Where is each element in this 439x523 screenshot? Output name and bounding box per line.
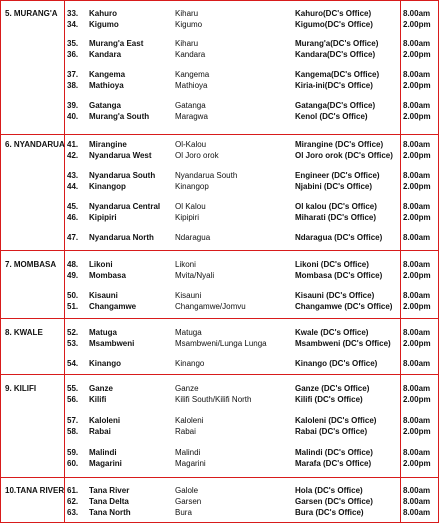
row-number: 47. (67, 233, 79, 242)
time: 8.00am (403, 171, 431, 180)
time: 8.00am (403, 70, 431, 79)
table-row (1, 459, 438, 469)
section-divider (1, 318, 438, 319)
constituency: Kandara (89, 50, 122, 59)
sub-county: Msambweni/Lunga Lunga (175, 339, 267, 348)
constituency: Kinangop (89, 182, 126, 191)
county-name: 10.TANA RIVER (5, 486, 65, 495)
table-row (1, 9, 438, 19)
sub-county: Matuga (175, 328, 202, 337)
sub-county: Kaloleni (175, 416, 204, 425)
table-row (1, 101, 438, 111)
time: 2.00pm (403, 395, 431, 404)
constituency: Murang'a East (89, 39, 144, 48)
sub-county: Bura (175, 508, 192, 517)
table-row (1, 39, 438, 49)
time: 8.00am (403, 416, 431, 425)
section-divider (1, 134, 438, 135)
time: 2.00pm (403, 459, 431, 468)
time: 8.00am (403, 497, 431, 506)
venue: Ndaragua (DC's Office) (295, 233, 383, 242)
venue: Rabai (DC's Office) (295, 427, 368, 436)
sub-county: Kiharu (175, 9, 199, 18)
table-row (1, 291, 438, 301)
sub-county: Nyandarua South (175, 171, 238, 180)
constituency: Tana River (89, 486, 130, 495)
venue: Kinango (DC's Office) (295, 359, 378, 368)
row-number: 33. (67, 9, 79, 18)
sub-county: Kangema (175, 70, 210, 79)
sub-county: Ndaragua (175, 233, 211, 242)
constituency: Murang'a South (89, 112, 150, 121)
constituency: Kangema (89, 70, 126, 79)
table-row (1, 233, 438, 243)
table-row (1, 81, 438, 91)
row-number: 52. (67, 328, 79, 337)
row-number: 35. (67, 39, 79, 48)
table-row (1, 213, 438, 223)
sub-county: Changamwe/Jomvu (175, 302, 246, 311)
row-number: 36. (67, 50, 79, 59)
constituency: Rabai (89, 427, 111, 436)
venue: Murang'a(DC's Office) (295, 39, 379, 48)
constituency: Kipipiri (89, 213, 117, 222)
table-row (1, 486, 438, 496)
constituency: Likoni (89, 260, 113, 269)
sub-county: Kinangop (175, 182, 209, 191)
venue: Likoni (DC's Office) (295, 260, 369, 269)
table-row (1, 202, 438, 212)
time: 8.00am (403, 359, 431, 368)
venue: Mirangine (DC's Office) (295, 140, 384, 149)
row-number: 51. (67, 302, 79, 311)
table-row (1, 427, 438, 437)
venue: Kaloleni (DC's Office) (295, 416, 377, 425)
venue: Kilifi (DC's Office) (295, 395, 363, 404)
table-row (1, 508, 438, 518)
table-row (1, 50, 438, 60)
sub-county: Ganze (175, 384, 199, 393)
constituency: Matuga (89, 328, 117, 337)
row-number: 50. (67, 291, 79, 300)
row-number: 57. (67, 416, 79, 425)
sub-county: Kipipiri (175, 213, 200, 222)
constituency: Nyandarua South (89, 171, 156, 180)
row-number: 41. (67, 140, 79, 149)
table-row (1, 20, 438, 30)
venue: Changamwe (DC's Office) (295, 302, 393, 311)
row-number: 62. (67, 497, 79, 506)
sub-county: Mathioya (175, 81, 208, 90)
constituency: Kigumo (89, 20, 119, 29)
row-number: 37. (67, 70, 79, 79)
time: 8.00am (403, 486, 431, 495)
venue: Ol kalou (DC's Office) (295, 202, 377, 211)
row-number: 34. (67, 20, 79, 29)
table-row (1, 328, 438, 338)
table-row (1, 112, 438, 122)
constituency: Magarini (89, 459, 122, 468)
venue: Ganze (DC's Office) (295, 384, 370, 393)
table-row (1, 359, 438, 369)
table-row (1, 70, 438, 80)
table-row (1, 151, 438, 161)
table-row (1, 416, 438, 426)
venue: Kiria-ini(DC's Office) (295, 81, 373, 90)
sub-county: Ol Kalou (175, 202, 206, 211)
venue: Ol Joro orok (DC's Office) (295, 151, 393, 160)
time: 2.00pm (403, 213, 431, 222)
constituency: Msambweni (89, 339, 135, 348)
constituency: Mirangine (89, 140, 127, 149)
time: 8.00am (403, 384, 431, 393)
row-number: 54. (67, 359, 79, 368)
venue: Engineer (DC's Office) (295, 171, 380, 180)
sub-county: Ol-Kalou (175, 140, 207, 149)
time: 8.00am (403, 291, 431, 300)
row-number: 61. (67, 486, 79, 495)
time: 2.00pm (403, 302, 431, 311)
time: 2.00pm (403, 81, 431, 90)
constituency: Nyandarua North (89, 233, 154, 242)
table-row (1, 140, 438, 150)
constituency: Gatanga (89, 101, 122, 110)
venue: Kigumo(DC's Office) (295, 20, 373, 29)
row-number: 40. (67, 112, 79, 121)
constituency: Nyandarua West (89, 151, 152, 160)
row-number: 58. (67, 427, 79, 436)
time: 2.00pm (403, 151, 431, 160)
time: 2.00pm (403, 271, 431, 280)
sub-county: Ol Joro orok (175, 151, 219, 160)
time: 8.00am (403, 202, 431, 211)
sub-county: Maragwa (175, 112, 208, 121)
constituency: Nyandarua Central (89, 202, 161, 211)
time: 8.00am (403, 328, 431, 337)
venue: Njabini (DC's Office) (295, 182, 373, 191)
venue: Kahuro(DC's Office) (295, 9, 372, 18)
table-row (1, 302, 438, 312)
constituency: Changamwe (89, 302, 137, 311)
venue: Kwale (DC's Office) (295, 328, 369, 337)
constituency: Kahuro (89, 9, 117, 18)
time: 8.00am (403, 448, 431, 457)
constituency: Tana Delta (89, 497, 129, 506)
venue: Bura (DC's Office) (295, 508, 364, 517)
table-row (1, 339, 438, 349)
sub-county: Galole (175, 486, 199, 495)
time: 2.00pm (403, 339, 431, 348)
venue: Mombasa (DC's Office) (295, 271, 383, 280)
venue: Kenol (DC's Office) (295, 112, 368, 121)
venue: Marafa (DC's Office) (295, 459, 372, 468)
time: 8.00am (403, 233, 431, 242)
table-row (1, 497, 438, 507)
venue: Malindi (DC's Office) (295, 448, 373, 457)
venue: Miharati (DC's Office) (295, 213, 377, 222)
section-divider (1, 374, 438, 375)
table-row (1, 260, 438, 270)
county-name: 5. MURANG'A (5, 9, 58, 18)
time: 2.00pm (403, 50, 431, 59)
section-divider (1, 477, 438, 478)
venue: Kandara(DC's Office) (295, 50, 376, 59)
row-number: 53. (67, 339, 79, 348)
time: 8.00am (403, 9, 431, 18)
venue: Hola (DC's Office) (295, 486, 363, 495)
row-number: 49. (67, 271, 79, 280)
constituency: Kilifi (89, 395, 107, 404)
venue: Gatanga(DC's Office) (295, 101, 376, 110)
constituency: Tana North (89, 508, 131, 517)
sub-county: Kisauni (175, 291, 202, 300)
time: 8.00am (403, 260, 431, 269)
time: 2.00pm (403, 427, 431, 436)
sub-county: Malindi (175, 448, 201, 457)
sub-county: Magarini (175, 459, 206, 468)
sub-county: Kigumo (175, 20, 203, 29)
sub-county: Rabai (175, 427, 196, 436)
constituency: Kinango (89, 359, 121, 368)
row-number: 42. (67, 151, 79, 160)
time: 2.00pm (403, 182, 431, 191)
venue: Kisauni (DC's Office) (295, 291, 375, 300)
constituency: Kaloleni (89, 416, 121, 425)
time: 2.00pm (403, 20, 431, 29)
constituency: Malindi (89, 448, 117, 457)
table-row (1, 271, 438, 281)
county-name: 9. KILIFI (5, 384, 37, 393)
section-divider (1, 250, 438, 251)
sub-county: Kinango (175, 359, 205, 368)
time: 8.00am (403, 101, 431, 110)
time: 8.00am (403, 39, 431, 48)
sub-county: Kiharu (175, 39, 199, 48)
constituency: Ganze (89, 384, 114, 393)
row-number: 39. (67, 101, 79, 110)
row-number: 59. (67, 448, 79, 457)
sub-county: Kandara (175, 50, 206, 59)
constituency: Mombasa (89, 271, 126, 280)
time: 8.00am (403, 140, 431, 149)
table-row (1, 182, 438, 192)
county-name: 6. NYANDARUA (5, 140, 65, 149)
table-row (1, 384, 438, 394)
sub-county: Mvita/Nyali (175, 271, 215, 280)
constituency: Kisauni (89, 291, 118, 300)
table-row (1, 395, 438, 405)
constituency: Mathioya (89, 81, 124, 90)
county-name: 8. KWALE (5, 328, 43, 337)
table-row (1, 171, 438, 181)
sub-county: Gatanga (175, 101, 206, 110)
row-number: 63. (67, 508, 79, 517)
row-number: 60. (67, 459, 79, 468)
row-number: 48. (67, 260, 79, 269)
time: 8.00am (403, 508, 431, 517)
row-number: 56. (67, 395, 79, 404)
row-number: 44. (67, 182, 79, 191)
sub-county: Garsen (175, 497, 202, 506)
table-row (1, 448, 438, 458)
row-number: 43. (67, 171, 79, 180)
time: 2.00pm (403, 112, 431, 121)
county-name: 7. MOMBASA (5, 260, 57, 269)
sub-county: Likoni (175, 260, 196, 269)
venue: Kangema(DC's Office) (295, 70, 380, 79)
row-number: 45. (67, 202, 79, 211)
venue: Garsen (DC's Office) (295, 497, 373, 506)
row-number: 55. (67, 384, 79, 393)
sub-county: Kilifi South/Kilifi North (175, 395, 252, 404)
row-number: 46. (67, 213, 79, 222)
venue: Msambweni (DC's Office) (295, 339, 391, 348)
row-number: 38. (67, 81, 79, 90)
